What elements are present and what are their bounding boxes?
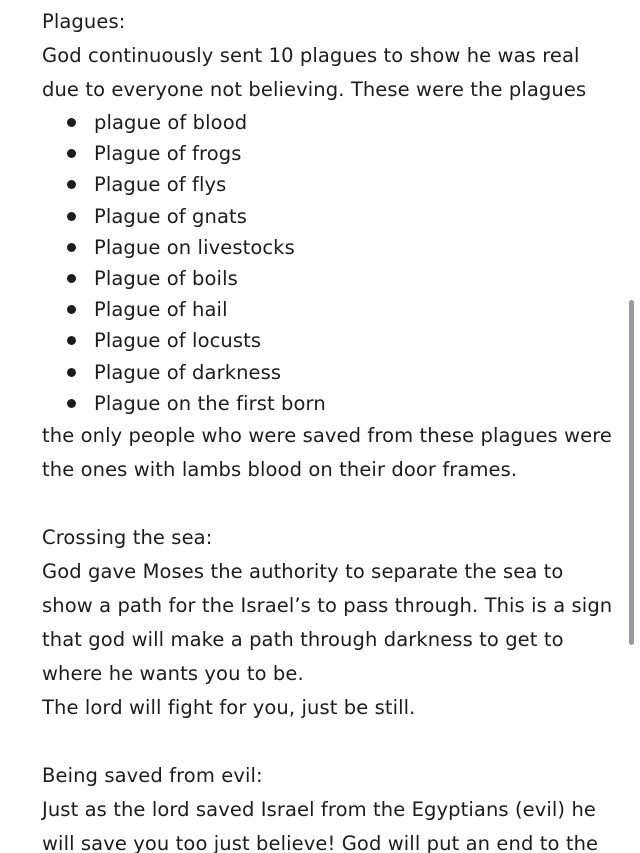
list-item: [42, 169, 617, 200]
bullet-icon: [67, 243, 76, 252]
bullet-icon: [67, 149, 76, 158]
paragraph-line: the ones with lambs blood on their door frames.: [42, 457, 518, 481]
list-item-text: Plague of boils: [94, 266, 238, 290]
list-item-text: Plague of frogs: [94, 142, 242, 166]
list-item-text: Plague of gnats: [94, 204, 248, 228]
scrollbar[interactable]: [629, 300, 634, 645]
paragraph-line: where he wants you to be.: [42, 661, 304, 685]
paragraph-line: that god will make a path through darkness to get to: [42, 627, 564, 651]
paragraph-line: Just as the lord saved Israel from the Egyptians (evil) he: [42, 797, 596, 821]
list-item-text: plague of blood: [94, 111, 248, 134]
paragraph-line: will save you too just believe! God will put an end to the: [42, 831, 599, 853]
paragraph-line: God gave Moses the authority to separate the sea to: [42, 559, 564, 583]
bullet-icon: [67, 118, 76, 127]
bullet-icon: [67, 212, 76, 221]
bullet-icon: [67, 368, 76, 377]
paragraph-line: The lord will fight for you, just be still.: [42, 695, 416, 719]
list-item: [42, 357, 617, 388]
bullet-icon: [67, 336, 76, 345]
list-item-text: Plague of locusts: [94, 329, 262, 353]
bullet-icon: [67, 305, 76, 314]
note-content: [42, 5, 617, 853]
paragraph-line: God continuously sent 10 plagues to show he was real: [42, 44, 580, 67]
list-item: [42, 325, 617, 356]
bullet-icon: [67, 399, 76, 408]
section-heading-being-saved-from-evil: Being saved from evil:: [42, 763, 263, 787]
section-heading-plagues: Plagues:: [42, 10, 126, 33]
list-item: [42, 263, 617, 294]
paragraph-line: the only people who were saved from these plagues were: [42, 423, 613, 447]
list-item-text: Plague on the first born: [94, 391, 326, 415]
plagues-list: [42, 107, 617, 419]
blank-line: [42, 487, 617, 521]
bullet-icon: [67, 180, 76, 189]
list-item: [42, 294, 617, 325]
list-item-text: Plague on livestocks: [94, 235, 295, 259]
list-item: [42, 232, 617, 263]
paragraph-line: due to everyone not believing. These were the plagues: [42, 78, 587, 101]
section-heading-crossing-the-sea: Crossing the sea:: [42, 525, 213, 549]
list-item-text: Plague of hail: [94, 298, 228, 322]
list-item-text: Plague of darkness: [94, 360, 282, 384]
paragraph-line: show a path for the Israel’s to pass through. This is a sign: [42, 593, 613, 617]
blank-line: [42, 725, 617, 759]
bullet-icon: [67, 274, 76, 283]
list-item: [42, 138, 617, 169]
list-item: [42, 201, 617, 232]
list-item-text: Plague of flys: [94, 173, 227, 197]
list-item: [42, 107, 617, 138]
list-item: [42, 388, 617, 419]
